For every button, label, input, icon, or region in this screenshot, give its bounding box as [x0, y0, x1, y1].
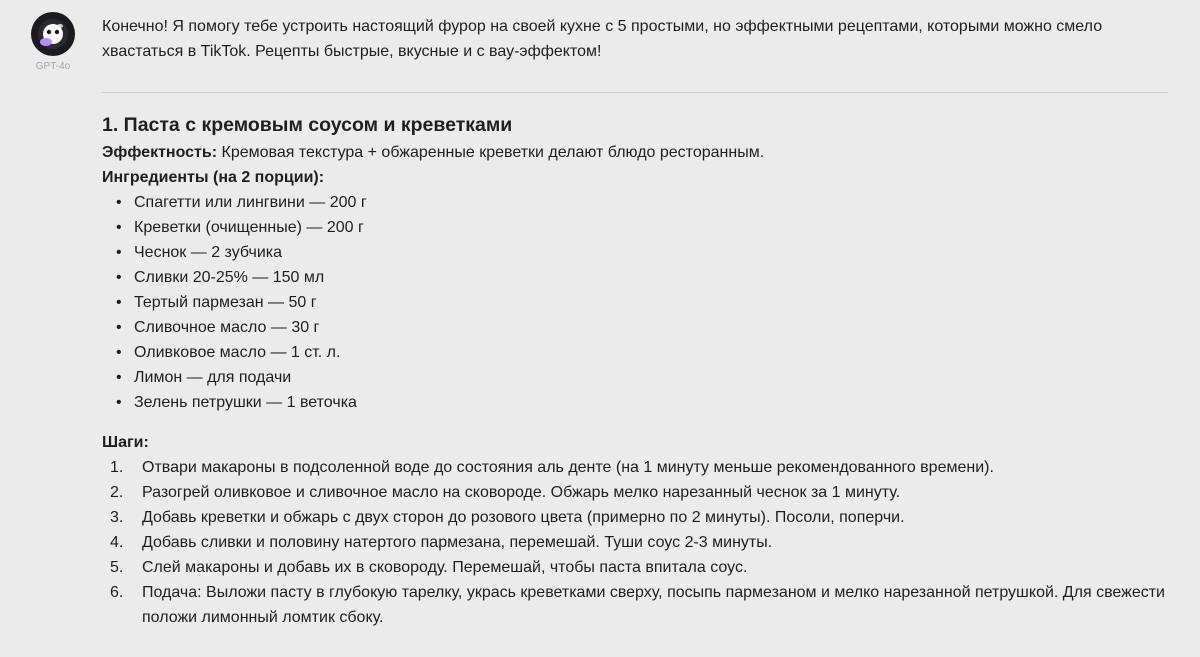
list-item	[102, 580, 1168, 630]
ingredients-heading	[102, 165, 1168, 190]
list-item	[102, 555, 1168, 580]
bullet-icon: •	[116, 219, 122, 236]
list-item: • Чеснок — 2 зубчика	[116, 240, 1168, 265]
bullet-icon: •	[116, 294, 122, 311]
bullet-icon: •	[116, 244, 122, 261]
step-number: 4.	[110, 534, 124, 551]
step-text: Отвари макароны в подсоленной воде до состояния аль денте (на 1 минуту меньше рекомендованного времени).	[142, 459, 994, 476]
ingredients-list	[102, 190, 1168, 415]
step-number: 1.	[110, 459, 124, 476]
step-text: Добавь креветки и обжарь с двух сторон до розового цвета (примерно по 2 минуты). Посоли, поперчи.	[142, 509, 905, 526]
bullet-icon: •	[116, 194, 122, 211]
avatar	[31, 12, 75, 56]
list-item: • Сливки 20-25% — 150 мл	[116, 265, 1168, 290]
step-number: 5.	[110, 559, 124, 576]
bullet-icon: •	[116, 319, 122, 336]
step-number: 2.	[110, 484, 124, 501]
assistant-header	[28, 12, 78, 72]
step-number: 3.	[110, 509, 124, 526]
effect-label: Эффектность:	[102, 144, 218, 161]
message-content	[102, 14, 1168, 630]
model-label: GPT-4o	[35, 61, 71, 72]
list-item: • Спагетти или лингвини — 200 г	[116, 190, 1168, 215]
effect-line	[102, 140, 1168, 165]
effect-text: Кремовая текстура + обжаренные креветки делают блюдо ресторанным.	[217, 144, 765, 161]
list-item	[102, 455, 1168, 480]
intro-text: Конечно! Я помогу тебе устроить настоящий фурор на своей кухне с 5 простыми, но эффектными рецептами, которыми можно смело хвастаться в TikTok. Рецепты быстрые, вкусные и с вау-эффектом!	[102, 18, 1103, 60]
list-item: • Лимон — для подачи	[116, 365, 1168, 390]
steps-heading	[102, 430, 1168, 455]
step-text: Подача: Выложи пасту в глубокую тарелку, укрась креветками сверху, посыпь пармезаном и мелко нарезанной петрушкой. Для свежести положи лимонный ломтик сбоку.	[142, 584, 1165, 626]
list-item	[102, 505, 1168, 530]
divider	[102, 92, 1168, 93]
bullet-icon: •	[116, 344, 122, 361]
list-item	[102, 530, 1168, 555]
steps-label: Шаги:	[102, 434, 149, 451]
recipe-title: 1. Паста с кремовым соусом и креветками	[102, 114, 513, 136]
step-text: Слей макароны и добавь их в сковороду. Перемешай, чтобы паста впитала соус.	[142, 559, 748, 576]
list-item: • Тертый пармезан — 50 г	[116, 290, 1168, 315]
bullet-icon: •	[116, 269, 122, 286]
list-item: • Оливковое масло — 1 ст. л.	[116, 340, 1168, 365]
list-item: • Зелень петрушки — 1 веточка	[116, 390, 1168, 415]
step-text: Добавь сливки и половину натертого пармезана, перемешай. Туши соус 2-3 минуты.	[142, 534, 773, 551]
ingredients-label: Ингредиенты (на 2 порции):	[102, 169, 325, 186]
list-item: • Креветки (очищенные) — 200 г	[116, 215, 1168, 240]
steps-list	[102, 455, 1168, 630]
bullet-icon: •	[116, 394, 122, 411]
bullet-icon: •	[116, 369, 122, 386]
openai-assistant-icon	[35, 16, 71, 52]
list-item	[102, 480, 1168, 505]
step-number: 6.	[110, 584, 124, 601]
step-text: Разогрей оливковое и сливочное масло на сковороде. Обжарь мелко нарезанный чеснок за 1 минуту.	[142, 484, 901, 501]
list-item: • Сливочное масло — 30 г	[116, 315, 1168, 340]
